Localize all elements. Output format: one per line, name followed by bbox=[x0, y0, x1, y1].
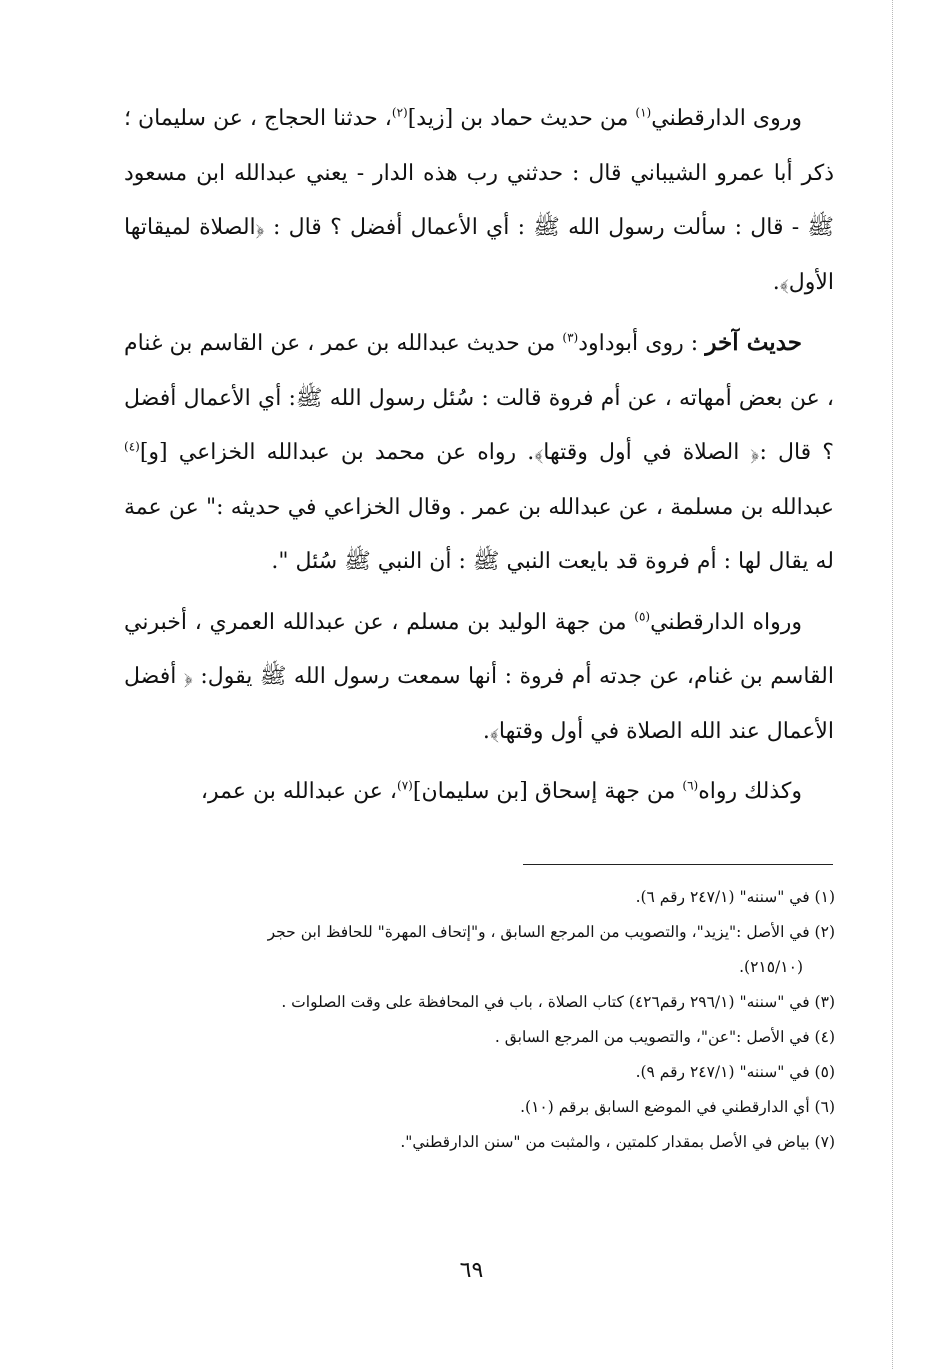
footnote-5: (٥) في "سننه" (٢٤٧/١ رقم ٩). bbox=[635, 1063, 835, 1081]
text-run: من جهة الوليد بن مسلم ، عن عبدالله العمري ، أخبرني القاسم بن غنام، عن جدته أم فروة : أنها سمعت رسول الله ﷺ يقول: ﴿ أفضل الأعمال عند الله الصلاة في أول وقتها﴾. bbox=[124, 609, 834, 744]
footnote-7: (٧) بياض في الأصل بمقدار كلمتين ، والمثبت من "سنن الدارقطني". bbox=[400, 1133, 835, 1151]
footnote-2-continuation: (٢١٥/١٠). bbox=[739, 958, 803, 976]
text-run: من حديث عبدالله بن عمر ، عن القاسم بن غنام ، عن بعض أمهاته ، عن أم فروة قالت : سُئل رسول الله ﷺ: أي الأعمال أفضل ؟ قال :﴿ الصلاة في أول وقتها﴾. رواه عن محمد بن عبدالله الخزاعي [و] bbox=[124, 331, 834, 465]
text-run: ورواه الدارقطني bbox=[650, 609, 802, 635]
footnote-ref-5: (٥) bbox=[634, 609, 651, 624]
text-run: وروى الدارقطني bbox=[651, 106, 802, 131]
footnote-ref-2: (٢) bbox=[391, 105, 408, 120]
paragraph-2 bbox=[124, 316, 834, 590]
footnote-ref-7: (٧) bbox=[397, 778, 413, 793]
footnote-ref-1: (١) bbox=[635, 105, 652, 120]
text-run: من حديث حماد بن [زيد] bbox=[407, 106, 636, 131]
text-run: ، عن عبدالله بن عمر، bbox=[200, 779, 398, 804]
text-run: : روى أبوداود bbox=[578, 331, 706, 356]
text-run: وكذلك رواه bbox=[698, 779, 802, 804]
footnote-3: (٣) في "سننه" (٢٩٦/١ رقم٤٢٦) كتاب الصلاة ، باب في المحافظة على وقت الصلوات . bbox=[281, 993, 835, 1011]
section-lead: حديث آخر bbox=[705, 329, 802, 356]
paragraph-1 bbox=[124, 92, 834, 310]
footnotes-section bbox=[110, 880, 835, 1160]
text-run: ، حدثنا الحجاج ، عن سليمان ؛ ذكر أبا عمرو الشيباني قال : حدثني رب هذه الدار - يعني عبدالله ابن مسعود ﷺ - قال : سألت رسول الله ﷺ : أي الأعمال أفضل ؟ قال : ﴿الصلاة لميقاتها الأول﴾. bbox=[124, 106, 834, 295]
footnote-4: (٤) في الأصل :"عن"، والتصويب من المرجع السابق . bbox=[494, 1028, 835, 1046]
page-number: ٦٩ bbox=[459, 1258, 484, 1283]
footnote-2: (٢) في الأصل :"يزيد"، والتصويب من المرجع السابق ، و"إتحاف المهرة" للحافظ ابن حجر bbox=[267, 923, 835, 941]
paragraph-4 bbox=[124, 765, 834, 820]
main-text bbox=[124, 92, 834, 826]
paragraph-3 bbox=[124, 596, 834, 760]
footnote-separator bbox=[523, 864, 833, 865]
footnote-6: (٦) أي الدارقطني في الموضع السابق برقم (١٠). bbox=[520, 1098, 835, 1116]
footnote-ref-3: (٣) bbox=[562, 330, 579, 345]
footnote-ref-6: (٦) bbox=[682, 778, 699, 793]
text-run: عبدالله بن مسلمة ، عن عبدالله بن عمر . وقال الخزاعي في حديثه :" عن عمة له يقال لها : أم فروة قد بايعت النبي ﷺ : أن النبي ﷺ سُئل ". bbox=[124, 494, 834, 574]
page-edge-line bbox=[892, 0, 893, 1369]
footnote-1: (١) في "سننه" (٢٤٧/١ رقم ٦). bbox=[635, 888, 835, 906]
text-run: من جهة إسحاق [بن سليمان] bbox=[412, 779, 683, 804]
footnote-ref-4: (٤) bbox=[124, 439, 140, 454]
